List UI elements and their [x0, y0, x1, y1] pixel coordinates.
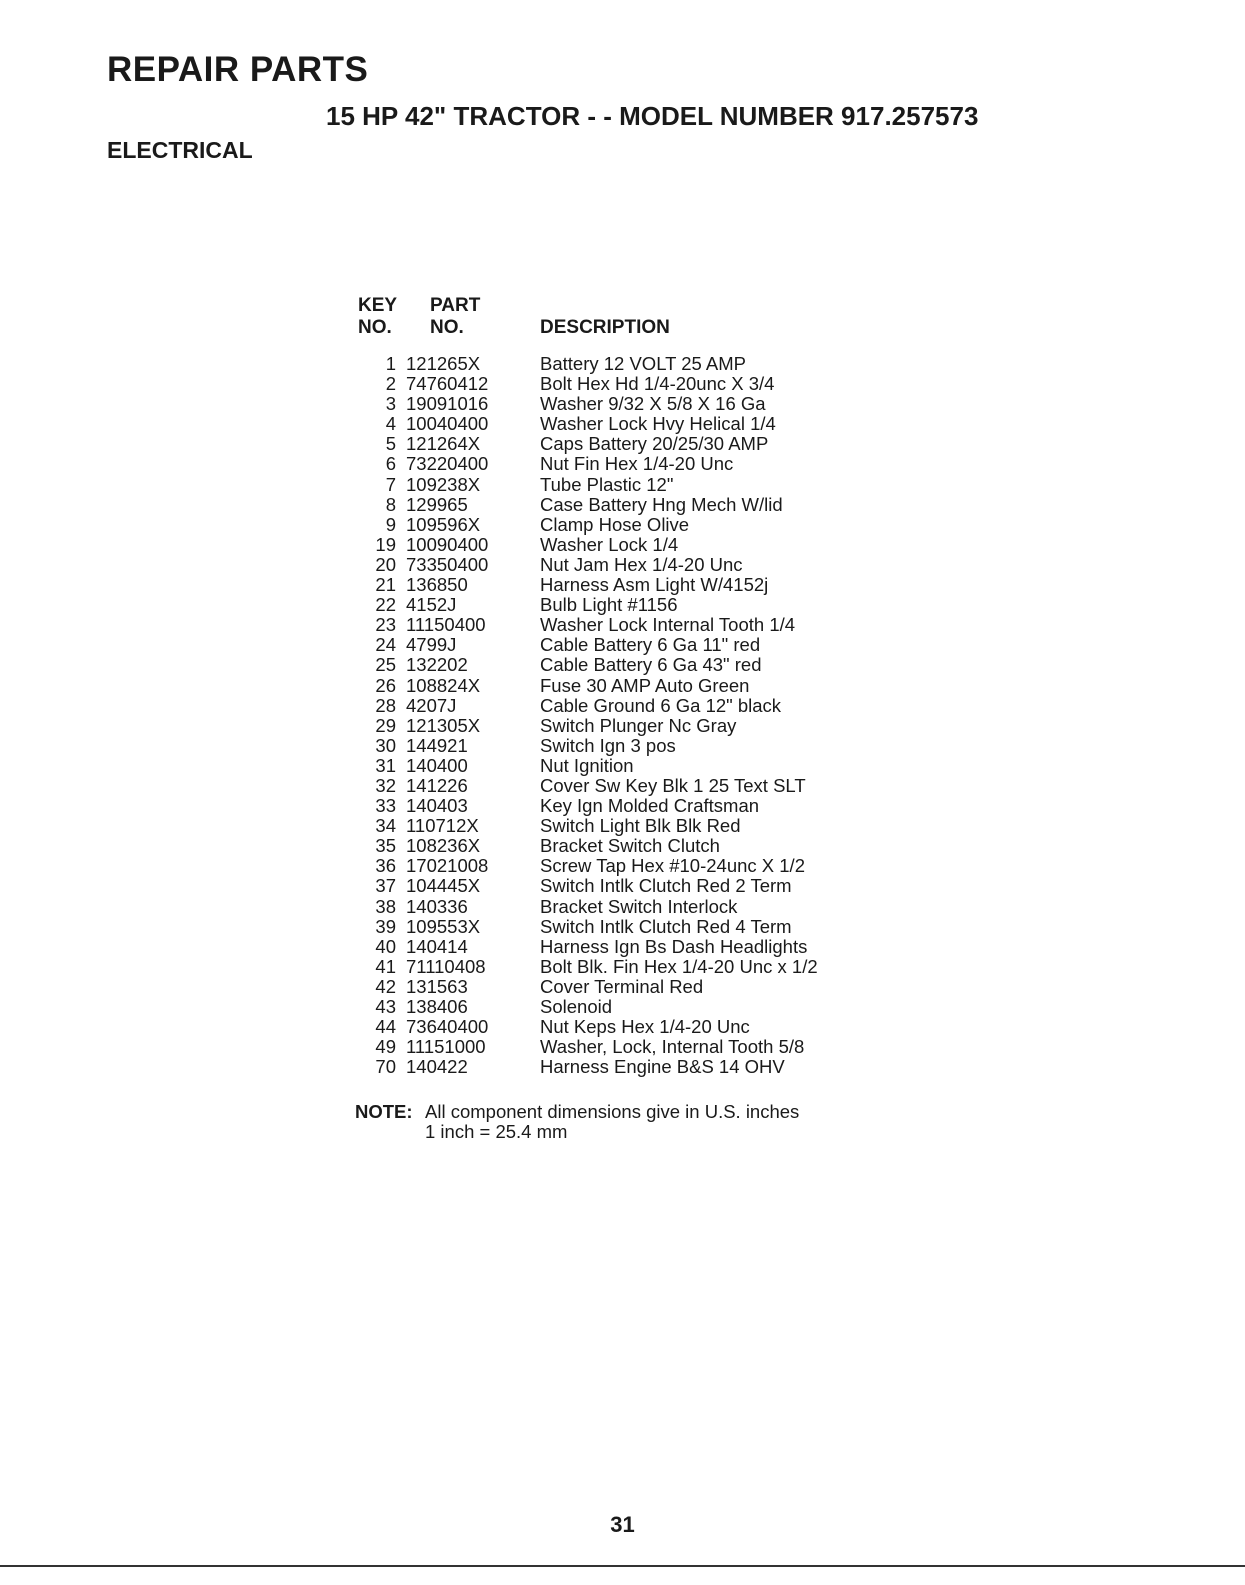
- part-no-cell: 4207J: [406, 694, 457, 716]
- section-heading: ELECTRICAL: [107, 137, 253, 163]
- description-cell: Switch Plunger Nc Gray: [540, 714, 737, 736]
- table-row: [358, 635, 960, 655]
- key-no-cell: 8: [385, 493, 396, 515]
- part-no-cell: 140414: [406, 935, 468, 957]
- description-cell: Washer 9/32 X 5/8 X 16 Ga: [540, 393, 766, 415]
- key-no-cell: 9: [385, 513, 396, 535]
- part-no-cell: 140422: [406, 1056, 468, 1078]
- key-no-cell: 31: [375, 754, 396, 776]
- key-no-cell: 37: [375, 875, 396, 897]
- key-no-cell: 36: [375, 855, 396, 877]
- part-no-cell: 104445X: [406, 875, 481, 897]
- table-row: [358, 414, 960, 434]
- table-row: [358, 796, 960, 816]
- part-no-cell: 4799J: [406, 634, 457, 656]
- table-row: [358, 997, 960, 1017]
- key-no-cell: 43: [375, 996, 396, 1017]
- header-description: DESCRIPTION: [540, 317, 670, 338]
- table-row: [358, 917, 960, 937]
- part-no-cell: 121264X: [406, 433, 481, 455]
- note-label: NOTE:: [355, 1101, 413, 1122]
- table-row: [358, 555, 960, 575]
- table-row: [358, 354, 960, 374]
- note-line1: All component dimensions give in U.S. inches: [425, 1101, 800, 1122]
- table-row: [358, 615, 960, 635]
- part-no-cell: 129965: [406, 493, 468, 515]
- part-no-cell: 71110408: [406, 955, 486, 977]
- description-cell: Cable Ground 6 Ga 12" black: [540, 694, 782, 716]
- table-row: [358, 856, 960, 876]
- table-row: [358, 535, 960, 555]
- key-no-cell: 23: [375, 614, 396, 636]
- part-no-cell: 140403: [406, 795, 468, 817]
- key-no-cell: 21: [375, 574, 396, 596]
- header-key-line2: NO.: [358, 317, 392, 338]
- table-row: [358, 495, 960, 515]
- description-cell: Washer Lock Internal Tooth 1/4: [540, 614, 796, 636]
- part-no-cell: 108236X: [406, 835, 481, 857]
- description-cell: Battery 12 VOLT 25 AMP: [540, 353, 747, 374]
- table-row: [358, 836, 960, 856]
- key-no-cell: 7: [385, 473, 396, 495]
- part-no-cell: 4152J: [406, 594, 457, 616]
- parts-table: [358, 296, 960, 1077]
- description-cell: Bracket Switch Interlock: [540, 895, 738, 917]
- part-no-cell: 11150400: [406, 614, 486, 636]
- description-cell: Harness Engine B&S 14 OHV: [540, 1056, 785, 1078]
- key-no-cell: 33: [375, 795, 396, 817]
- key-no-cell: 4: [385, 413, 396, 435]
- table-row: [358, 957, 960, 977]
- table-row: [358, 595, 960, 615]
- table-row: [358, 475, 960, 495]
- key-no-cell: 20: [375, 553, 396, 575]
- part-no-cell: 109238X: [406, 473, 481, 495]
- key-no-cell: 34: [375, 815, 396, 837]
- key-no-cell: 49: [375, 1036, 396, 1058]
- description-cell: Fuse 30 AMP Auto Green: [540, 674, 750, 696]
- part-no-cell: 121305X: [406, 714, 481, 736]
- table-row: [358, 515, 960, 535]
- table-row: [358, 876, 960, 896]
- page-number: 31: [610, 1512, 635, 1537]
- table-body: [358, 354, 960, 1077]
- key-no-cell: 22: [375, 594, 396, 616]
- key-no-cell: 44: [375, 1016, 396, 1038]
- table-row: [358, 776, 960, 796]
- key-no-cell: 38: [375, 895, 396, 917]
- part-no-cell: 109553X: [406, 915, 481, 937]
- part-no-cell: 108824X: [406, 674, 481, 696]
- key-no-cell: 42: [375, 975, 396, 997]
- key-no-cell: 26: [375, 674, 396, 696]
- description-cell: Washer, Lock, Internal Tooth 5/8: [540, 1036, 805, 1058]
- part-no-cell: 131563: [406, 975, 468, 997]
- table-row: [358, 575, 960, 595]
- description-cell: Solenoid: [540, 996, 613, 1017]
- description-cell: Nut Keps Hex 1/4-20 Unc: [540, 1016, 750, 1038]
- key-no-cell: 6: [385, 453, 396, 475]
- description-cell: Cable Battery 6 Ga 11" red: [540, 634, 761, 656]
- description-cell: Clamp Hose Olive: [540, 513, 690, 535]
- key-no-cell: 19: [375, 533, 396, 555]
- part-no-cell: 17021008: [406, 855, 489, 877]
- part-no-cell: 11151000: [406, 1036, 486, 1058]
- description-cell: Switch Intlk Clutch Red 2 Term: [540, 875, 792, 897]
- table-row: [358, 1017, 960, 1037]
- part-no-cell: 121265X: [406, 353, 481, 374]
- description-cell: Harness Asm Light W/4152j: [540, 574, 769, 596]
- table-row: [358, 434, 960, 454]
- table-row: [358, 756, 960, 776]
- table-row: [358, 676, 960, 696]
- table-row: [358, 454, 960, 474]
- description-cell: Switch Intlk Clutch Red 4 Term: [540, 915, 792, 937]
- description-cell: Nut Fin Hex 1/4-20 Unc: [540, 453, 734, 475]
- part-no-cell: 109596X: [406, 513, 481, 535]
- key-no-cell: 24: [375, 634, 396, 656]
- description-cell: Harness Ign Bs Dash Headlights: [540, 935, 808, 957]
- description-cell: Switch Ign 3 pos: [540, 734, 676, 756]
- description-cell: Key Ign Molded Craftsman: [540, 795, 760, 817]
- table-row: [358, 716, 960, 736]
- header-part-line1: PART: [430, 295, 481, 316]
- bottom-divider: [0, 1565, 1245, 1567]
- table-row: [358, 816, 960, 836]
- model-subtitle: 15 HP 42" TRACTOR - - MODEL NUMBER 917.257573: [326, 101, 979, 131]
- table-row: [358, 736, 960, 756]
- description-cell: Tube Plastic 12": [540, 473, 674, 495]
- table-header: [358, 296, 960, 340]
- key-no-cell: 70: [375, 1056, 396, 1078]
- part-no-cell: 73350400: [406, 553, 489, 575]
- key-no-cell: 5: [385, 433, 396, 455]
- table-row: [358, 977, 960, 997]
- part-no-cell: 140400: [406, 754, 468, 776]
- key-no-cell: 28: [375, 694, 396, 716]
- key-no-cell: 2: [385, 373, 396, 395]
- key-no-cell: 1: [385, 353, 396, 374]
- description-cell: Bracket Switch Clutch: [540, 835, 720, 857]
- part-no-cell: 132202: [406, 654, 468, 676]
- description-cell: Switch Light Blk Blk Red: [540, 815, 741, 837]
- description-cell: Cover Terminal Red: [540, 975, 704, 997]
- table-row: [358, 1037, 960, 1057]
- table-row: [358, 696, 960, 716]
- description-cell: Nut Ignition: [540, 754, 634, 776]
- part-no-cell: 10090400: [406, 533, 489, 555]
- header-key-line1: KEY: [358, 295, 398, 316]
- table-row: [358, 374, 960, 394]
- header-part-line2: NO.: [430, 317, 464, 338]
- page-title: REPAIR PARTS: [107, 50, 369, 89]
- part-no-cell: 141226: [406, 774, 468, 796]
- key-no-cell: 3: [385, 393, 396, 415]
- key-no-cell: 39: [375, 915, 396, 937]
- part-no-cell: 138406: [406, 996, 468, 1017]
- description-cell: Washer Lock 1/4: [540, 533, 679, 555]
- part-no-cell: 140336: [406, 895, 468, 917]
- key-no-cell: 25: [375, 654, 396, 676]
- key-no-cell: 35: [375, 835, 396, 857]
- table-row: [358, 394, 960, 414]
- part-no-cell: 73640400: [406, 1016, 489, 1038]
- table-row: [358, 937, 960, 957]
- description-cell: Cover Sw Key Blk 1 25 Text SLT: [540, 774, 806, 796]
- key-no-cell: 29: [375, 714, 396, 736]
- part-no-cell: 10040400: [406, 413, 489, 435]
- description-cell: Nut Jam Hex 1/4-20 Unc: [540, 553, 743, 575]
- table-row: [358, 897, 960, 917]
- note-block: [355, 1102, 799, 1142]
- key-no-cell: 32: [375, 774, 396, 796]
- description-cell: Screw Tap Hex #10-24unc X 1/2: [540, 855, 805, 877]
- note-line2: 1 inch = 25.4 mm: [425, 1121, 568, 1142]
- description-cell: Washer Lock Hvy Helical 1/4: [540, 413, 776, 435]
- part-no-cell: 136850: [406, 574, 468, 596]
- key-no-cell: 40: [375, 935, 396, 957]
- part-no-cell: 19091016: [406, 393, 489, 415]
- description-cell: Bulb Light #1156: [540, 594, 678, 616]
- part-no-cell: 73220400: [406, 453, 489, 475]
- key-no-cell: 30: [375, 734, 396, 756]
- table-row: [358, 1057, 960, 1077]
- description-cell: Cable Battery 6 Ga 43" red: [540, 654, 762, 676]
- table-row: [358, 655, 960, 675]
- description-cell: Bolt Hex Hd 1/4-20unc X 3/4: [540, 373, 775, 395]
- part-no-cell: 74760412: [406, 373, 489, 395]
- key-no-cell: 41: [375, 955, 396, 977]
- description-cell: Case Battery Hng Mech W/lid: [540, 493, 783, 515]
- part-no-cell: 144921: [406, 734, 468, 756]
- part-no-cell: 110712X: [406, 815, 479, 837]
- description-cell: Caps Battery 20/25/30 AMP: [540, 433, 769, 455]
- description-cell: Bolt Blk. Fin Hex 1/4-20 Unc x 1/2: [540, 955, 818, 977]
